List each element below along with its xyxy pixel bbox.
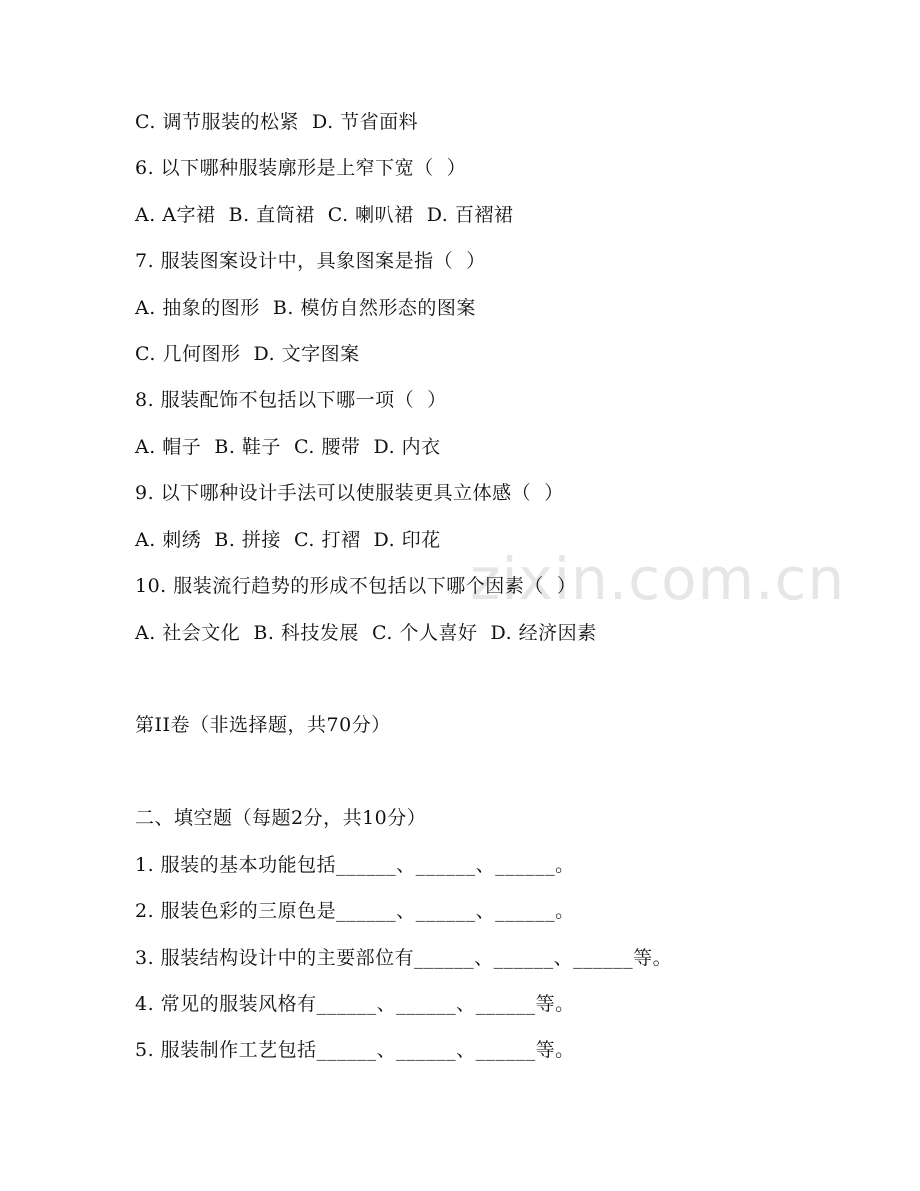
q7-options-cd: C. 几何图形 D. 文字图案 [135, 343, 360, 365]
fill-blank-3: 3. 服装结构设计中的主要部位有______、______、______等。 [135, 947, 673, 969]
section-heading-part-2: 第II卷（非选择题，共70分） [135, 714, 391, 736]
q10-options: A. 社会文化 B. 科技发展 C. 个人喜好 D. 经济因素 [135, 622, 597, 644]
fill-blank-1: 1. 服装的基本功能包括______、______、______。 [135, 854, 575, 876]
watermark: zixin.com.cn [470, 545, 846, 613]
fill-blank-2: 2. 服装色彩的三原色是______、______、______。 [135, 900, 575, 922]
q5-options-cd: C. 调节服装的松紧 D. 节省面料 [135, 111, 419, 133]
question-7: 7. 服装图案设计中，具象图案是指（ ） [135, 250, 486, 272]
question-8: 8. 服装配饰不包括以下哪一项（ ） [135, 389, 447, 411]
q8-options: A. 帽子 B. 鞋子 C. 腰带 D. 内衣 [135, 436, 441, 458]
fill-blank-5: 5. 服装制作工艺包括______、______、______等。 [135, 1039, 575, 1061]
q6-options: A. A字裙 B. 直筒裙 C. 喇叭裙 D. 百褶裙 [135, 204, 514, 226]
q9-options: A. 刺绣 B. 拼接 C. 打褶 D. 印花 [135, 529, 441, 551]
question-10: 10. 服装流行趋势的形成不包括以下哪个因素（ ） [135, 575, 577, 597]
q7-options-ab: A. 抽象的图形 B. 模仿自然形态的图案 [135, 297, 476, 319]
question-9: 9. 以下哪种设计手法可以使服装更具立体感（ ） [135, 482, 564, 504]
question-6: 6. 以下哪种服装廓形是上窄下宽（ ） [135, 157, 467, 179]
fill-blank-4: 4. 常见的服装风格有______、______、______等。 [135, 993, 575, 1015]
section-heading-fill-blank: 二、填空题（每题2分，共10分） [135, 807, 427, 829]
